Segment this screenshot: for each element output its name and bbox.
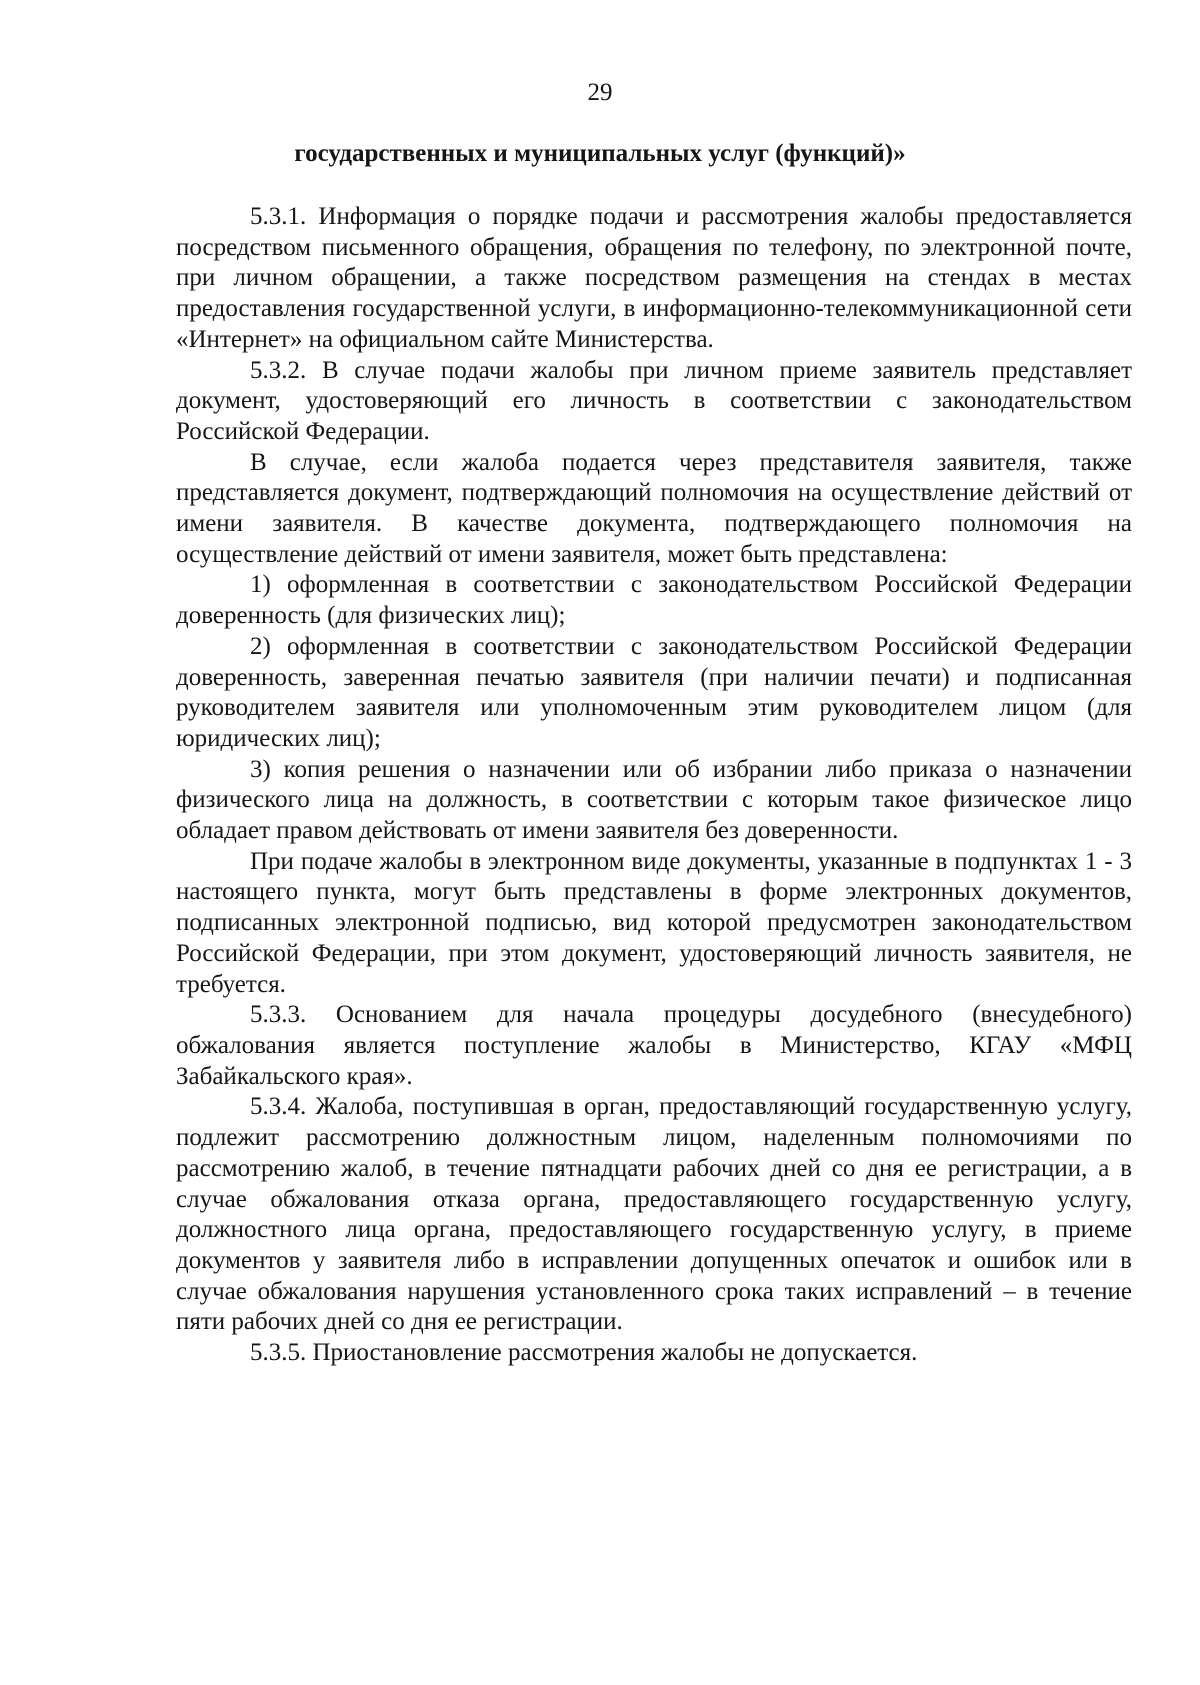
paragraph-5-3-5: 5.3.5. Приостановление рассмотрения жалобы не допускается. xyxy=(250,1339,918,1367)
paragraph-5-3-4: 5.3.4. Жалоба, поступившая в орган, предоставляющий государственную услугу, подлежит рассмотрению должностным лицом, наделенным полномочиями по рассмотрению жалоб, в течение пятнадцати рабочих дней со дня ее регистрации, а в случае обжалования отказа органа, предоставляющего государственную услугу, должностного лица органа, предоставляющего государственную услугу, в приеме документов у заявителя либо в исправлении допущенных опечаток и ошибок или в случае обжалования нарушения установленного срока таких исправлений – в течение пяти рабочих дней со дня ее регистрации. xyxy=(176,1093,1132,1336)
document-body xyxy=(176,202,1132,1369)
list-item-2: 2) оформленная в соответствии с законодательством Российской Федерации доверенность, заверенная печатью заявителя (при наличии печати) и подписанная руководителем заявителя или уполномоченным этим руководителем лицом (для юридических лиц); xyxy=(176,632,1132,752)
list-item-1: 1) оформленная в соответствии с законодательством Российской Федерации доверенность (для физических лиц); xyxy=(176,571,1132,630)
page-number: 29 xyxy=(587,79,613,106)
list-item-3: 3) копия решения о назначении или об избрании либо приказа о назначении физического лица на должность, в соответствии с которым такое физическое лицо обладает правом действовать от имени заявителя без доверенности. xyxy=(176,755,1132,845)
paragraph-representative: В случае, если жалоба подается через представителя заявителя, также представляется документ, подтверждающий полномочия на осуществление действий от имени заявителя. В качестве документа, подтверждающего полномочия на осуществление действий от имени заявителя, может быть представлена: xyxy=(176,448,1132,568)
paragraph-5-3-3: 5.3.3. Основанием для начала процедуры досудебного (внесудебного) обжалования является поступление жалобы в Министерство, КГАУ «МФЦ Забайкальского края». xyxy=(176,1001,1132,1090)
paragraph-5-3-2: 5.3.2. В случае подачи жалобы при личном приеме заявитель представляет документ, удостоверяющий его личность в соответствии с законодательством Российской Федерации. xyxy=(176,356,1132,445)
page-heading: государственных и муниципальных услуг (функций)» xyxy=(294,140,906,167)
paragraph-5-3-1: 5.3.1. Информация о порядке подачи и рассмотрения жалобы предоставляется посредством письменного обращения, обращения по телефону, по электронной почте, при личном обращении, а также посредством размещения на стендах в местах предоставления государственной услуги, в информационно-телекоммуникационной сети «Интернет» на официальном сайте Министерства. xyxy=(176,203,1132,353)
paragraph-electronic-submission: При подаче жалобы в электронном виде документы, указанные в подпунктах 1 - 3 настоящего пункта, могут быть представлены в форме электронных документов, подписанных электронной подписью, вид которой предусмотрен законодательством Российской Федерации, при этом документ, удостоверяющий личность заявителя, не требуется. xyxy=(176,847,1132,998)
